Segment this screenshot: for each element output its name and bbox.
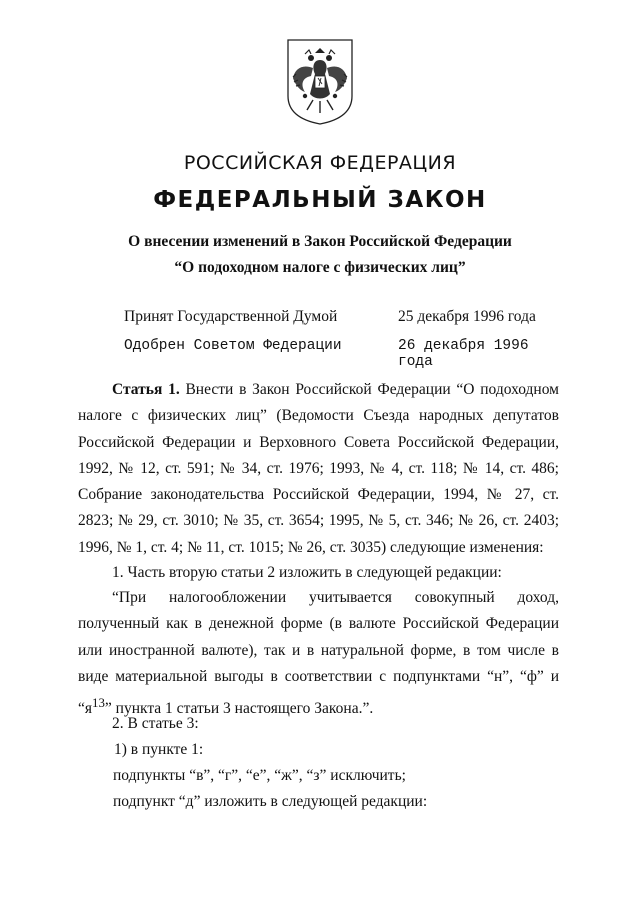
quote-superscript: 13 xyxy=(92,695,105,711)
adoption-council-row xyxy=(124,338,564,370)
article-text: Внести в Закон Российской Федерации “О подоходном налоге с физических лиц” (Ведомости Съезда народных депутатов Российской Федерации и Верховного Совета Российской Федерации, 1992, № 12, ст. 591; № 34, ст. 1976; 1993, № 4, ст. 118; № 14, ст. 486; Собрание законодательства Российской Федерации, 1994, № 27, ст. 2823; № 29, ст. 3010; № 35, ст. 3654; 1995, № 5, ст. 346; № 26, ст. 2403; 1996, № 1, ст. 4; № 11, ст. 1015; № 26, ст. 3035) следующие изменения: xyxy=(78,381,559,556)
article-label: Статья 1. xyxy=(112,381,180,398)
subitem-1: 1) в пункте 1: xyxy=(114,741,204,758)
quote-start: “При налогообложении учитывается совокупный доход, полученный как в денежной форме (в валюте Российской Федерации или иностранной валюте), так и в натуральной форме, в том числе в виде материальной выгоды в соответствии с подпунктами “н”, “ф” и “я xyxy=(78,589,559,718)
duma-date: 25 декабря 1996 года xyxy=(398,308,536,325)
item-2: 2. В статье 3: xyxy=(112,715,199,732)
subitem-1-restatement: подпункт “д” изложить в следующей редакции: xyxy=(113,793,428,810)
quote-end: стоящего Закона.”. xyxy=(249,700,374,718)
duma-label: Принят Государственной Думой xyxy=(124,308,338,325)
law-title-line-1: О внесении изменений в Закон Российской Федерации xyxy=(128,233,512,250)
quote-middle: ” пункта 1 статьи 3 на xyxy=(104,700,250,718)
adoption-duma-row xyxy=(124,308,564,330)
council-label: Одобрен Советом Федерации xyxy=(124,338,342,354)
document-type: ФЕДЕРАЛЬНЫЙ ЗАКОН xyxy=(153,187,487,213)
council-date: 26 декабря 1996 года xyxy=(398,338,529,370)
item-1: 1. Часть вторую статьи 2 изложить в следующей редакции: xyxy=(112,564,502,581)
subitem-1-exclusion: подпункты “в”, “г”, “е”, “ж”, “з” исключить; xyxy=(113,767,406,784)
quoted-amendment xyxy=(78,585,559,723)
coat-of-arms-emblem xyxy=(285,38,355,126)
article-1-paragraph xyxy=(78,377,559,561)
law-title-line-2: “О подоходном налоге с физических лиц” xyxy=(174,259,466,276)
country-name: РОССИЙСКАЯ ФЕДЕРАЦИЯ xyxy=(183,152,457,174)
